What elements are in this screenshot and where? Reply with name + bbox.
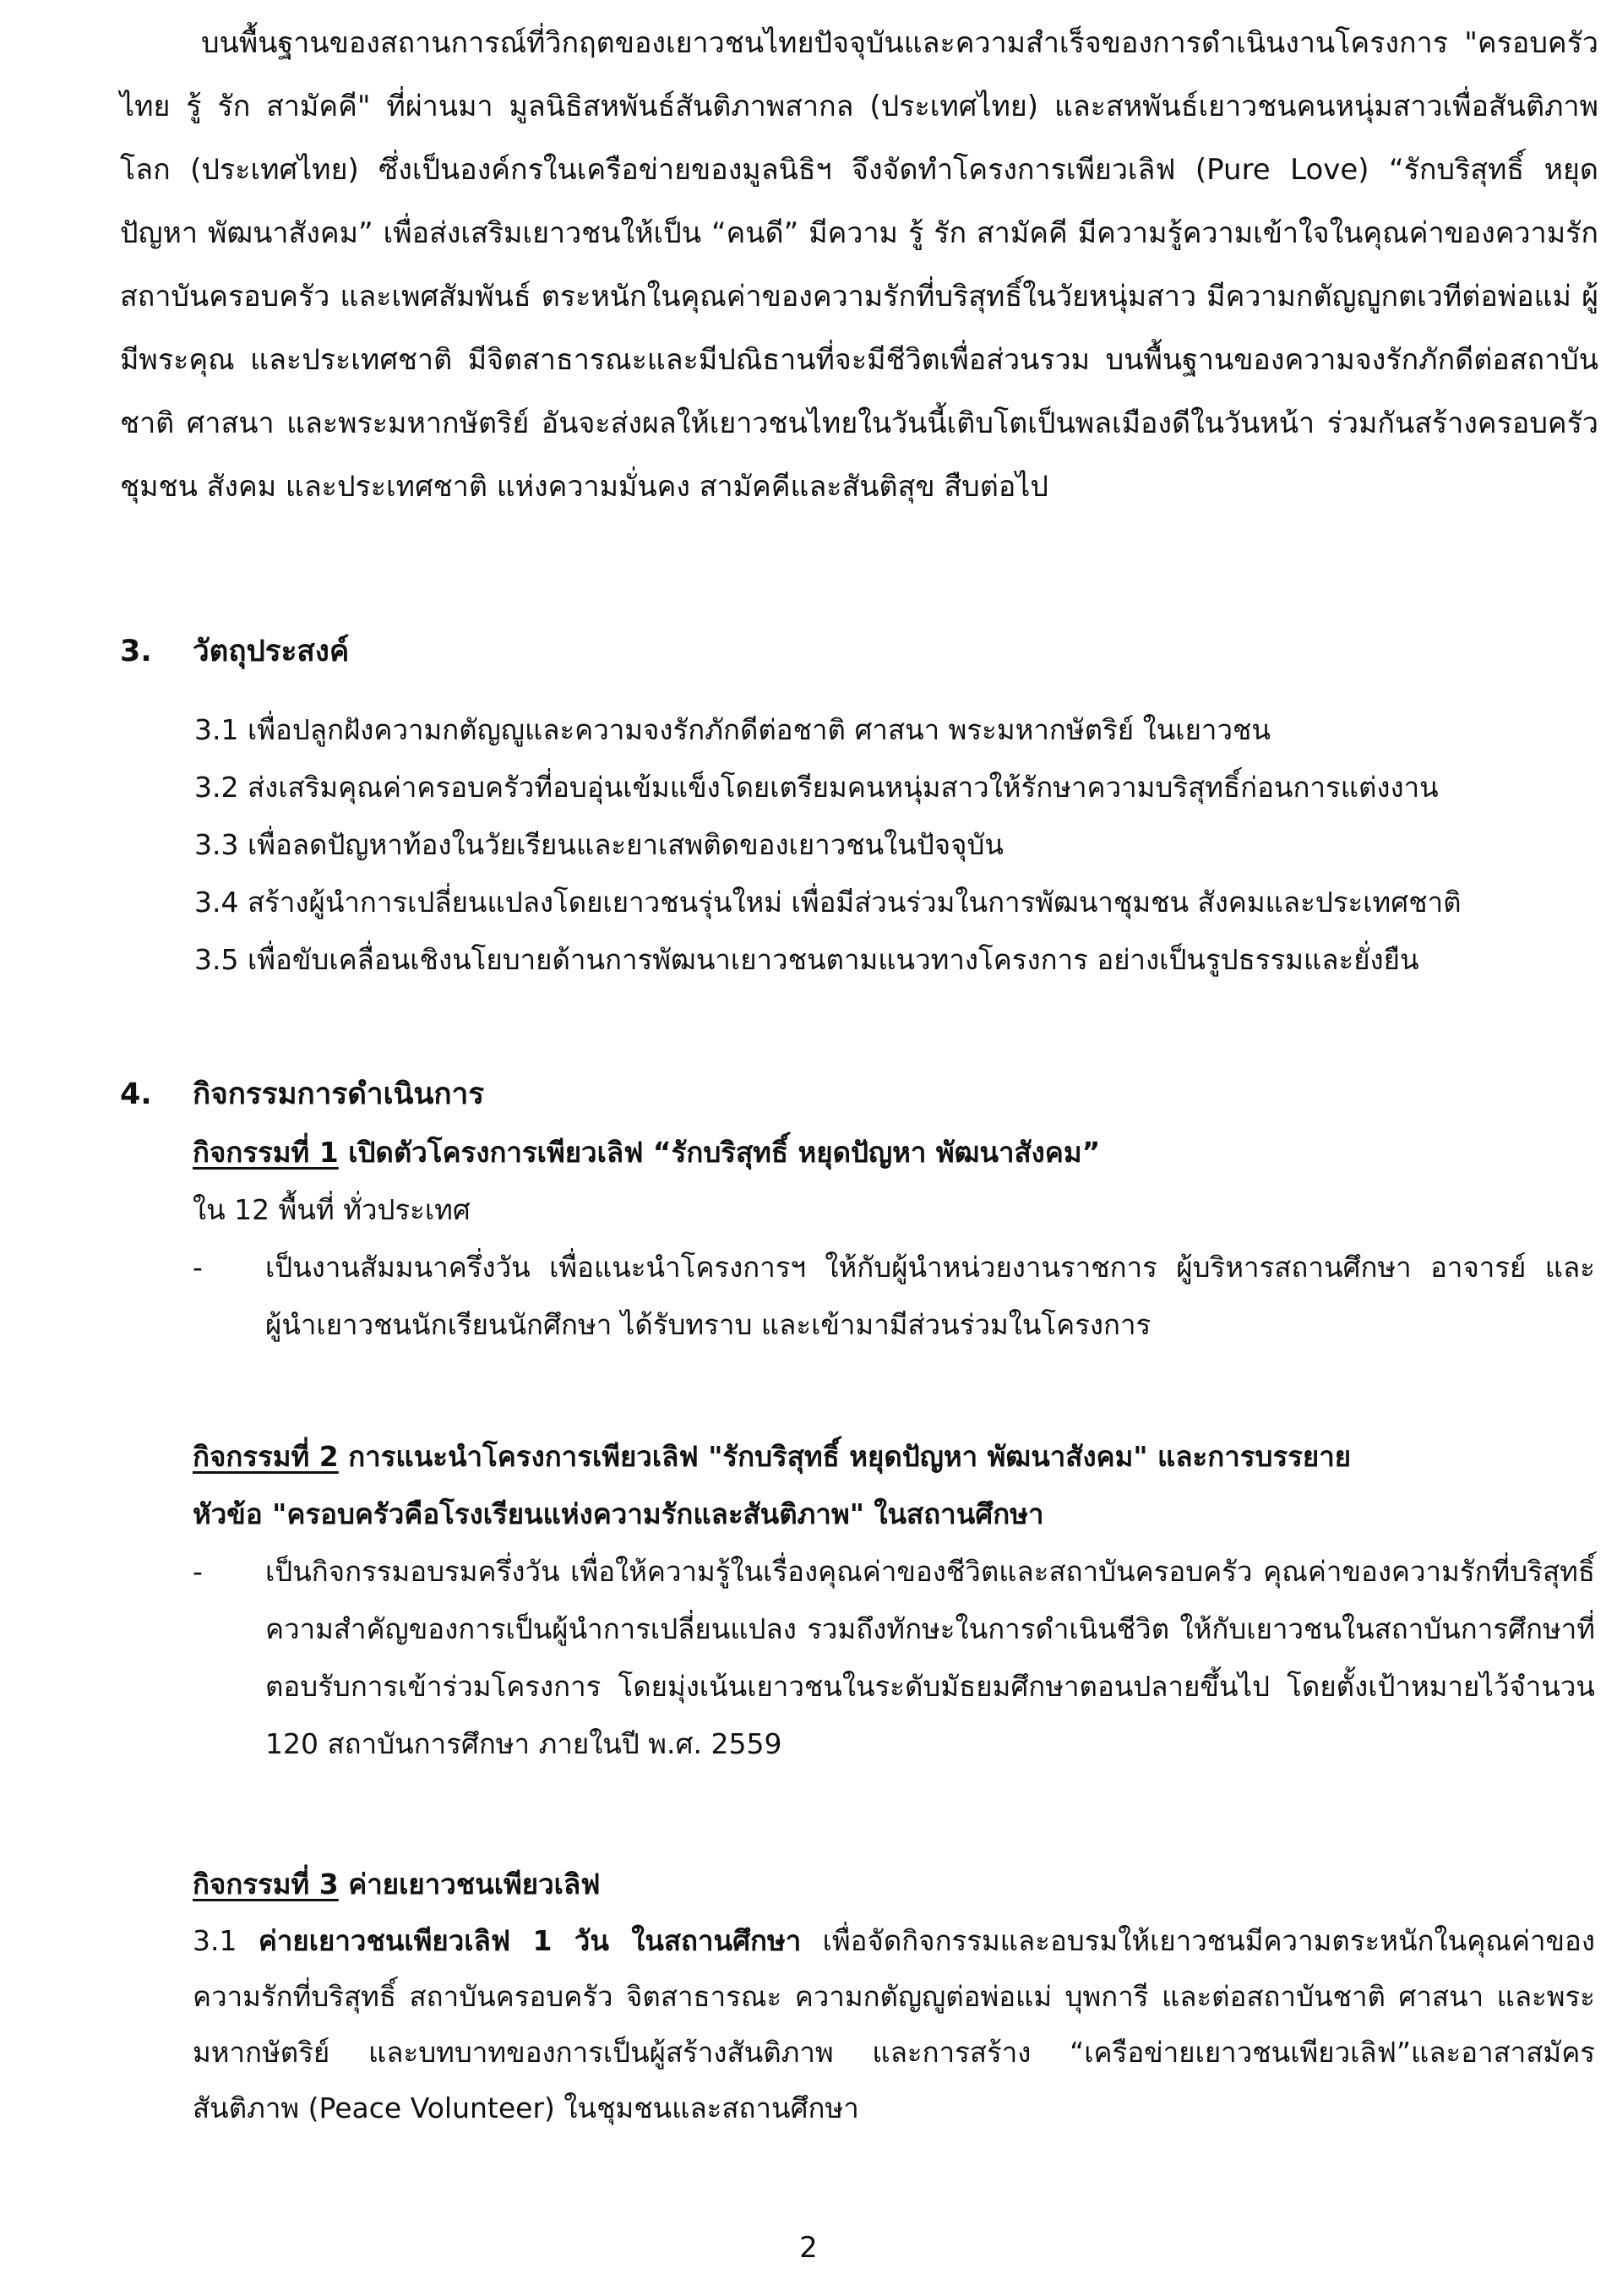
activity-1-bullet (193, 1239, 1595, 1354)
activity-2-bullet (193, 1543, 1595, 1773)
activity-3-1-number: 3.1 (193, 1924, 259, 1957)
activity-3-1-paragraph (193, 1913, 1595, 2136)
section-3-title: วัตถุประสงค์ (193, 635, 350, 668)
activity-2-title-line1: การแนะนำโครงการเพียวเลิฟ "รักบริสุทธิ์ หยุดปัญหา พัฒนาสังคม" และการบรรยาย (338, 1440, 1352, 1473)
activity-3-1-text: เพื่อจัดกิจกรรมและอบรมให้เยาวชนมีความตระหนักในคุณค่าของความรักที่บริสุทธิ์ สถาบันครอบครัว จิตสาธารณะ ความกตัญญูต่อพ่อแม่ บุพการี และต่อสถาบันชาติ ศาสนา และพระมหากษัตริย์ และบทบาทของการเป็นผู้สร้างสันติภาพ และการสร้าง “เครือข่ายเยาวชนเพียวเลิฟ”และอาสาสมัครสันติภาพ (Peace Volunteer) ในชุมชนและสถานศึกษา (193, 1924, 1595, 2124)
bullet-dash: - (193, 1251, 203, 1284)
activity-3-label: กิจกรรมที่ 3 (193, 1868, 339, 1901)
activity-3-1-title: ค่ายเยาวชนเพียวเลิฟ 1 วัน ในสถานศึกษา (258, 1924, 802, 1957)
section-4-title: กิจกรรมการดำเนินการ (193, 1077, 485, 1111)
activity-1-title: เปิดตัวโครงการเพียวเลิฟ “รักบริสุทธิ์ หยุดปัญหา พัฒนาสังคม” (338, 1136, 1101, 1169)
page-number: 2 (799, 2231, 818, 2265)
activity-2-heading (193, 1428, 1595, 1486)
activity-3 (193, 1856, 1595, 2136)
section-4-number: 4. (120, 1077, 152, 1111)
objective-item: 3.4 สร้างผู้นำการเปลี่ยนแปลงโดยเยาวชนรุ่นใหม่ เพื่อมีส่วนร่วมในการพัฒนาชุมชน สังคมและประเทศชาติ (194, 886, 1462, 919)
objective-item: 3.2 ส่งเสริมคุณค่าครอบครัวที่อบอุ่นเข้มแข็งโดยเตรียมคนหนุ่มสาวให้รักษาความบริสุทธิ์ก่อนการแต่งงาน (194, 771, 1439, 804)
objective-item: 3.3 เพื่อลดปัญหาท้องในวัยเรียนและยาเสพติดของเยาวชนในปัจจุบัน (194, 828, 1004, 861)
activity-2-bullet-text: เป็นกิจกรรมอบรมครึ่งวัน เพื่อให้ความรู้ในเรื่องคุณค่าของชีวิตและสถาบันครอบครัว คุณค่าของความรักที่บริสุทธิ์ ความสำคัญของการเป็นผู้นำการเปลี่ยนแปลง รวมถึงทักษะในการดำเนินชีวิต ให้กับเยาวชนในสถาบันการศึกษาที่ตอบรับการเข้าร่วมโครงการ โดยมุ่งเน้นเยาวชนในระดับมัธยมศึกษาตอนปลายขึ้นไป โดยตั้งเป้าหมายไว้จำนวน 120 สถาบันการศึกษา ภายในปี พ.ศ. 2559 (265, 1555, 1595, 1760)
activity-1-note: ใน 12 พื้นที่ ทั่วประเทศ (193, 1193, 471, 1226)
activity-1 (193, 1124, 1595, 1354)
section-3-number: 3. (120, 635, 152, 668)
intro-section (120, 12, 1598, 519)
activity-3-title: ค่ายเยาวชนเพียวเลิฟ (338, 1868, 601, 1901)
objective-item: 3.1 เพื่อปลูกฝังความกตัญญูและความจงรักภักดีต่อชาติ ศาสนา พระมหากษัตริย์ ในเยาวชน (194, 713, 1271, 746)
intro-paragraph: บนพื้นฐานของสถานการณ์ที่วิกฤตของเยาวชนไทยปัจจุบันและความสำเร็จของการดำเนินงานโครงการ "ครอบครัวไทย รู้ รัก สามัคคี" ที่ผ่านมา มูลนิธิสหพันธ์สันติภาพสากล (ประเทศไทย) และสหพันธ์เยาวชนคนหนุ่มสาวเพื่อสันติภาพโลก (ประเทศไทย) ซึ่งเป็นองค์กรในเครือข่ายของมูลนิธิฯ จึงจัดทำโครงการเพียวเลิฟ (Pure Love) “รักบริสุทธิ์ หยุดปัญหา พัฒนาสังคม” เพื่อส่งเสริมเยาวชนให้เป็น “คนดี” มีความ รู้ รัก สามัคคี มีความรู้ความเข้าใจในคุณค่าของความรัก สถาบันครอบครัว และเพศสัมพันธ์ ตระหนักในคุณค่าของความรักที่บริสุทธิ์ในวัยหนุ่มสาว มีความกตัญญูกตเวทีต่อพ่อแม่ ผู้มีพระคุณ และประเทศชาติ มีจิตสาธารณะและมีปณิธานที่จะมีชีวิตเพื่อส่วนรวม บนพื้นฐานของความจงรักภักดีต่อสถาบันชาติ ศาสนา และพระมหากษัตริย์ อันจะส่งผลให้เยาวชนไทยในวันนี้เติบโตเป็นพลเมืองดีในวันหน้า ร่วมกันสร้างครอบครัว ชุมชน สังคม และประเทศชาติ แห่งความมั่นคง สามัคคีและสันติสุข สืบต่อไป (120, 26, 1598, 504)
activity-1-heading (193, 1124, 1595, 1181)
activity-1-label: กิจกรรมที่ 1 (193, 1136, 339, 1169)
section-3-heading (120, 625, 349, 678)
bullet-dash: - (193, 1555, 203, 1588)
activity-2-title-line2: หัวข้อ "ครอบครัวคือโรงเรียนแห่งความรักและสันติภาพ" ในสถานศึกษา (193, 1497, 1044, 1530)
objectives-list (194, 701, 1462, 989)
section-4-heading (120, 1068, 484, 1121)
activity-3-heading (193, 1856, 1595, 1913)
activity-2-label: กิจกรรมที่ 2 (193, 1440, 339, 1473)
activity-2 (193, 1428, 1595, 1773)
objective-item: 3.5 เพื่อขับเคลื่อนเชิงนโยบายด้านการพัฒนาเยาวชนตามแนวทางโครงการ อย่างเป็นรูปธรรมและยั่งยืน (194, 943, 1419, 976)
activity-1-bullet-text: เป็นงานสัมมนาครึ่งวัน เพื่อแนะนำโครงการฯ ให้กับผู้นำหน่วยงานราชการ ผู้บริหารสถานศึกษา อาจารย์ และผู้นำเยาวชนนักเรียนนักศึกษา ได้รับทราบ และเข้ามามีส่วนร่วมในโครงการ (265, 1251, 1595, 1341)
